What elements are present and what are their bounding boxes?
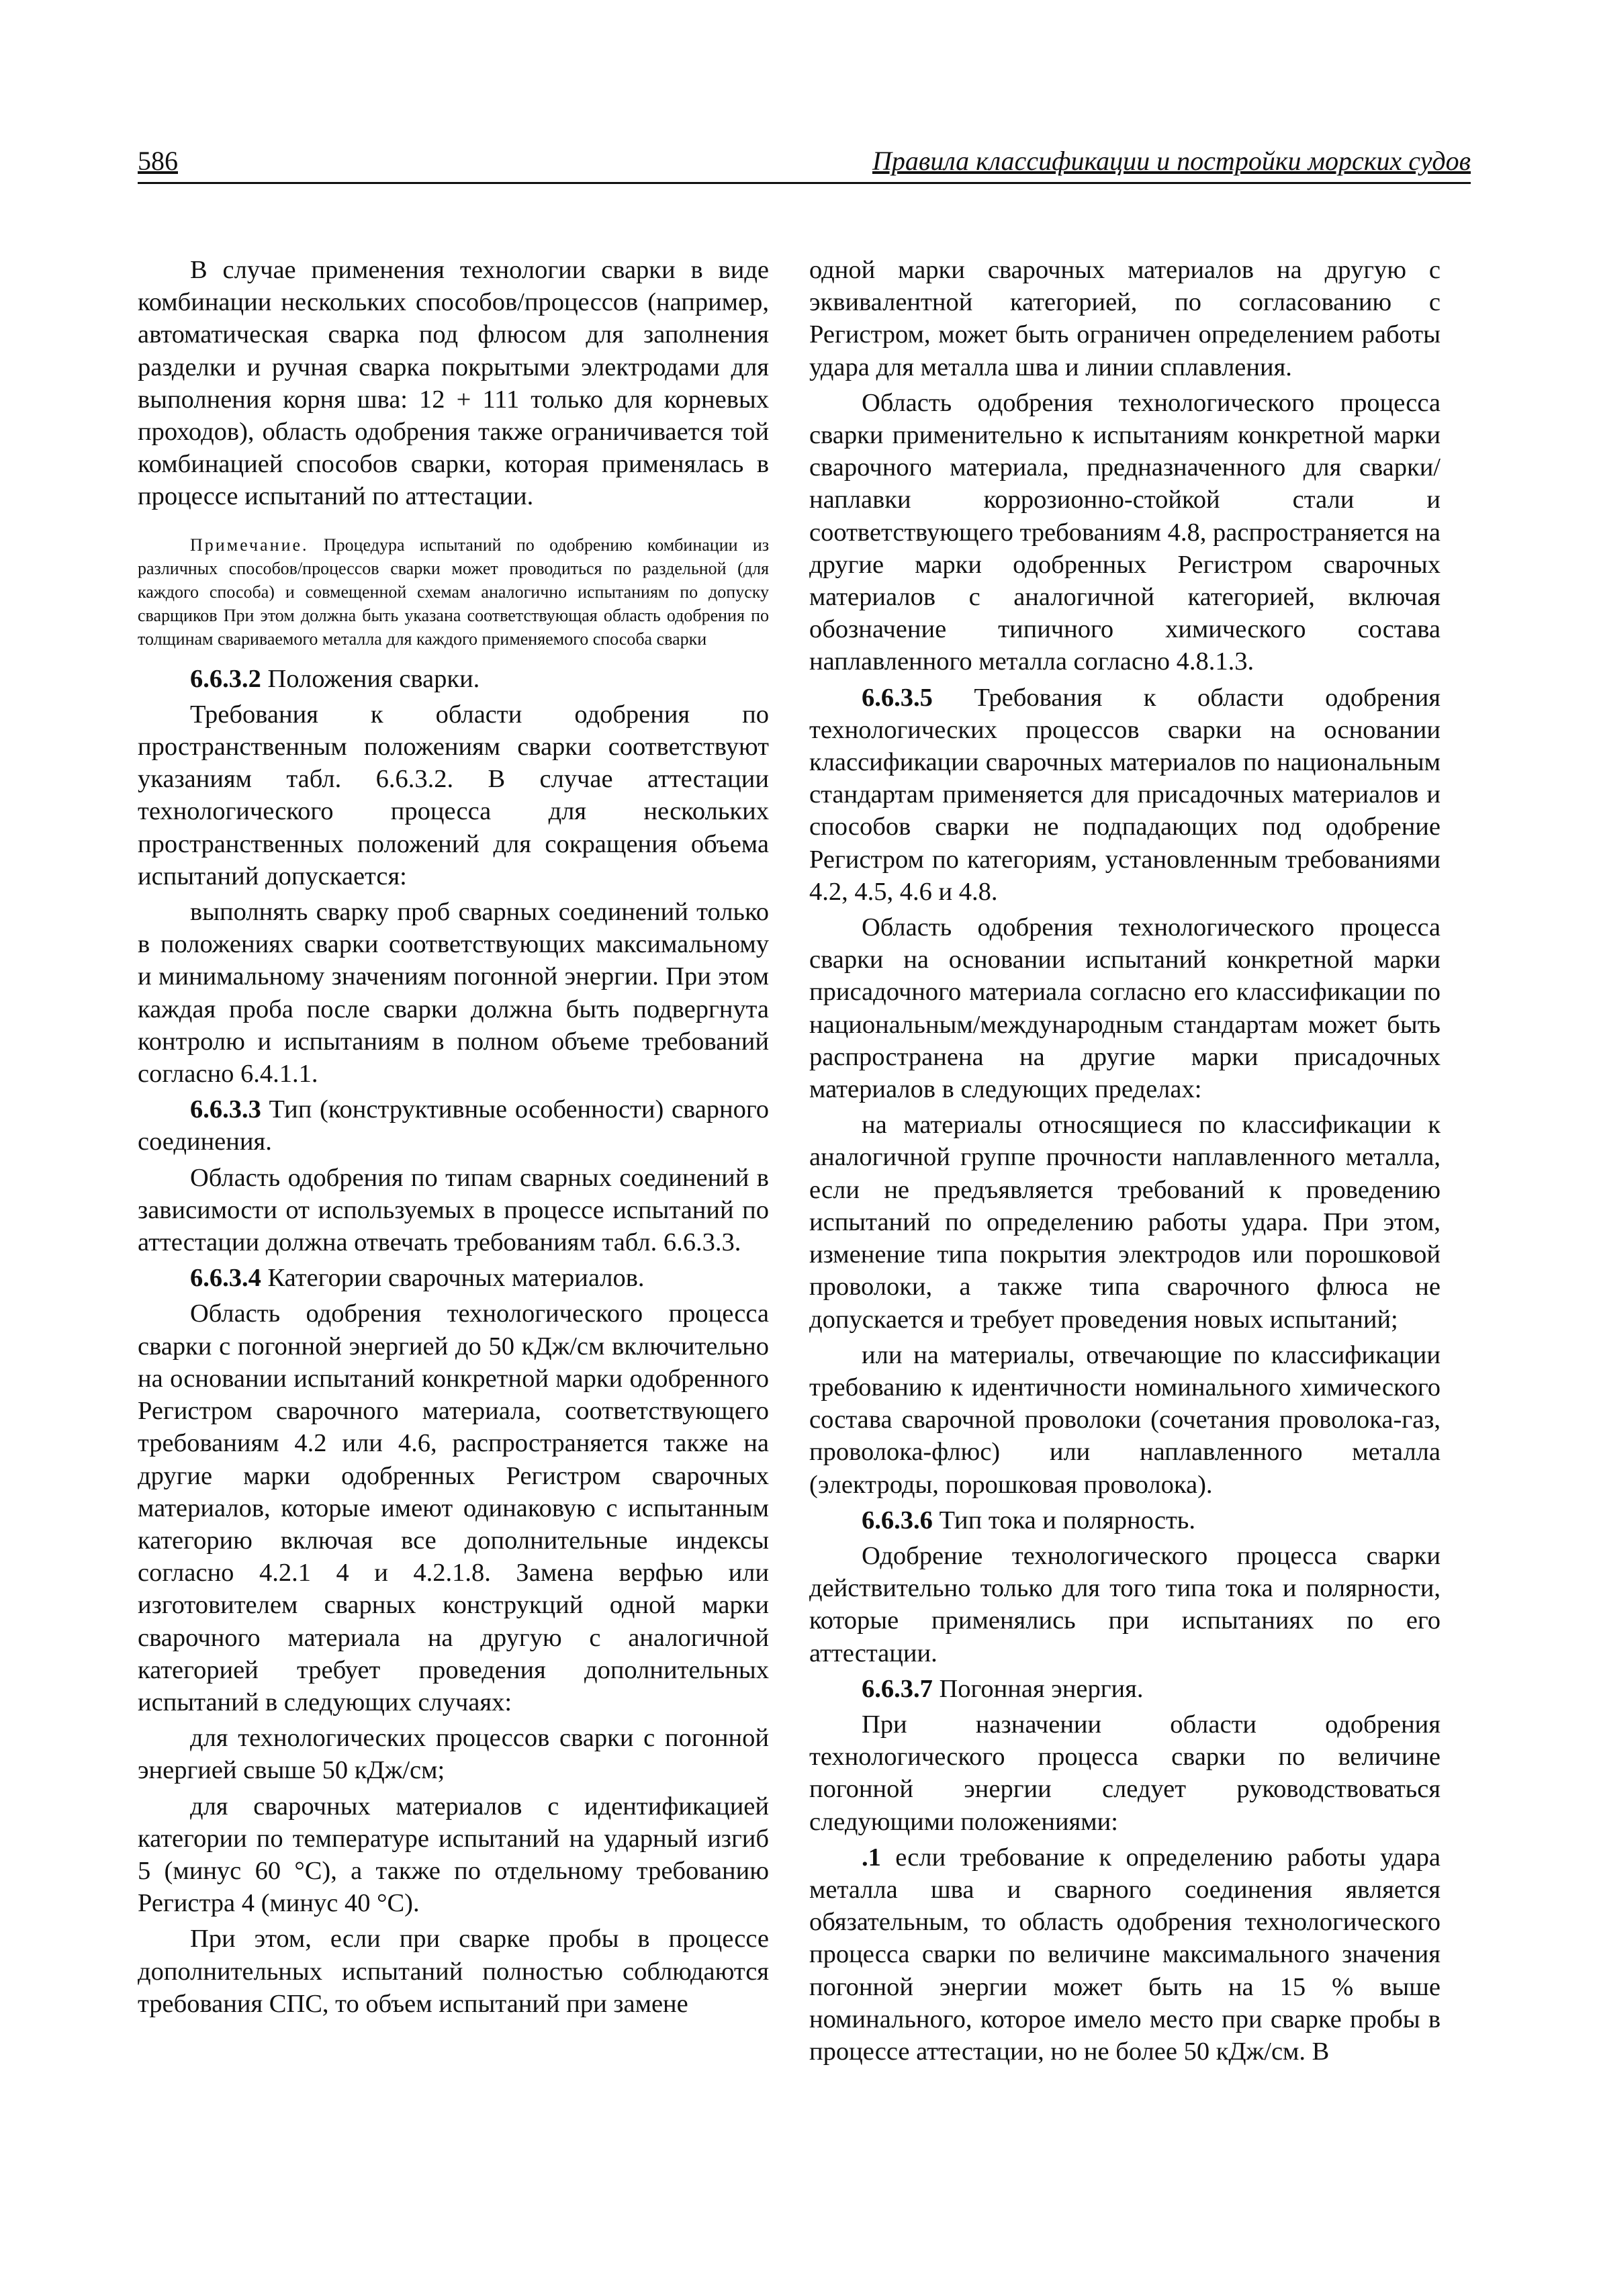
list-item-1 [809,1841,1441,2068]
paragraph: Область одобрения технологического процесса сварки применительно к испытаниям конкретной марки сварочного материала, предназначенного для сварки/наплавки коррозионно-стойкой стали и соответствующего требованиям 4.8, распространяется на другие марки одобренных Регистром сварочных материалов с аналогичной категорией, включая обозначение типичного химического состава наплавленного металла согласно 4.8.1.3. [809,388,1441,676]
section-title: Погонная энергия. [939,1674,1144,1703]
section-title: Требования к области одобрения технологических процессов сварки на основании классификации сварочных материалов по национальным стандартам применяется для присадочных материалов и способов сварки не подпадающих под одобрение Регистром по категориям, установленным требованиями 4.2, 4.5, 4.6 и 4.8. [809,683,1441,906]
paragraph: Область одобрения технологического процесса сварки на основании испытаний конкретной марки присадочного материала согласно его классификации по национальным/международным стандартам может быть распространена на другие марки присадочных материалов в следующих пределах: [809,913,1441,1104]
item-text: если требование к определению работы удара металла шва и сварного соединения является обязательным, то область одобрения технологического процесса сварки по величине максимального значения погонной энергии может быть на 15 % выше номинального, которое имело место при сварке пробы в процессе аттестации, но не более 50 кДж/см. В [809,1843,1441,2066]
paragraph: одной марки сварочных материалов на другую с эквивалентной категорией, по согласованию с Регистром, может быть ограничен определением работы удара для металла шва и линии сплавления. [809,256,1441,381]
paragraph: При этом, если при сварке пробы в процессе дополнительных испытаний полностью соблюдаются требования СПС, то объем испытаний при замене [138,1925,769,2018]
section-heading-6632 [138,663,769,695]
section-title: Категории сварочных материалов. [267,1264,645,1293]
note [138,533,769,651]
paragraph: выполнять сварку проб сварных соединений только в положениях сварки соответствующих максимальному и минимальному значениям погонной энергии. При этом каждая проба после сварки должна быть подвергнута контролю и испытаниям в полном объеме требований согласно 6.4.1.1. [138,898,769,1089]
item-number: .1 [862,1843,881,1872]
note-text: Процедура испытаний по одобрению комбинации из различных способов/процессов сварки может проводиться по раздельной (для каждого способа) и совмещенной схемам аналогично испытаниям по допуску сварщиков При этом должна быть указана соответствующая область одобрения по толщинам свариваемого металла для каждого применяемого способа сварки [138,535,769,649]
paragraph: Одобрение технологического процесса сварки действительно только для того типа тока и полярности, которые применялись при испытаниях по его аттестации. [809,1541,1441,1667]
section-title: Тип тока и полярность. [939,1506,1195,1534]
section-heading-6635 [809,682,1441,908]
section-heading-6633 [138,1093,769,1158]
note-label: Примечание. [190,535,309,555]
paragraph: для сварочных материалов с идентификацией категории по температуре испытаний на ударный изгиб 5 (минус 60 °С), а также по отдельному требованию Регистра 4 (минус 40 °С). [138,1792,769,1918]
section-heading-6634 [138,1262,769,1294]
section-number: 6.6.3.6 [862,1506,933,1534]
running-title: Правила классификации и постройки морских судов [872,146,1471,176]
section-heading-6637 [809,1673,1441,1705]
section-number: 6.6.3.3 [190,1095,261,1124]
page-header [138,138,1471,184]
left-column [138,254,769,2188]
paragraph: для технологических процессов сварки с погонной энергией свыше 50 кДж/см; [138,1724,769,1785]
paragraph: Требования к области одобрения по пространственным положениям сварки соответствуют указаниям табл. 6.6.3.2. В случае аттестации технологического процесса для нескольких пространственных положений для сокращения объема испытаний допускается: [138,700,769,890]
section-title: Положения сварки. [267,664,480,693]
section-title: Тип (конструктивные особенности) сварного соединения. [138,1095,769,1156]
section-number: 6.6.3.7 [862,1674,933,1703]
section-number: 6.6.3.5 [862,683,933,712]
paragraph: Область одобрения технологического процесса сварки с погонной энергией до 50 кДж/см включительно на основании испытаний конкретной марки одобренного Регистром сварочного материала, соответствующего требованиям 4.2 или 4.6, распространяется также на другие марки одобренных Регистром сварочных материалов, которые имеют одинаковую с испытанным категорию включая все дополнительные индексы согласно 4.2.1 4 и 4.2.1.8. Замена верфью или изготовителем сварных конструкций одной марки сварочного материала на другую с аналогичной категорией требует проведения дополнительных испытаний в следующих случаях: [138,1299,769,1716]
paragraph: В случае применения технологии сварки в виде комбинации нескольких способов/процессов (например, автоматическая сварка под флюсом для заполнения разделки и ручная сварка покрытыми электродами для выполнения корня шва: 12 + 111 только для корневых проходов), область одобрения также ограничивается той комбинацией способов сварки, которая применялась в процессе испытаний по аттестации. [138,256,769,511]
paragraph: При назначении области одобрения технологического процесса сварки по величине погонной энергии следует руководствоваться следующими положениями: [809,1710,1441,1836]
paragraph: или на материалы, отвечающие по классификации требованию к идентичности номинального химического состава сварочной проволоки (сочетания проволока-газ, проволока-флюс) или наплавленного металла (электроды, порошковая проволока). [809,1340,1441,1499]
right-column [809,254,1441,2188]
paragraph: Область одобрения по типам сварных соединений в зависимости от используемых в процессе испытаний по аттестации должна отвечать требованиям табл. 6.6.3.3. [138,1163,769,1257]
paragraph: на материалы относящиеся по классификации к аналогичной группе прочности наплавленного металла, если не предъявляется требований к проведению испытаний по определению работы удара. При этом, изменение типа покрытия электродов или порошковой проволоки, а также типа сварочного флюса не допускается и требует проведения новых испытаний; [809,1111,1441,1334]
section-number: 6.6.3.2 [190,664,261,693]
section-heading-6636 [809,1504,1441,1536]
section-number: 6.6.3.4 [190,1264,261,1293]
page-number: 586 [138,146,178,176]
